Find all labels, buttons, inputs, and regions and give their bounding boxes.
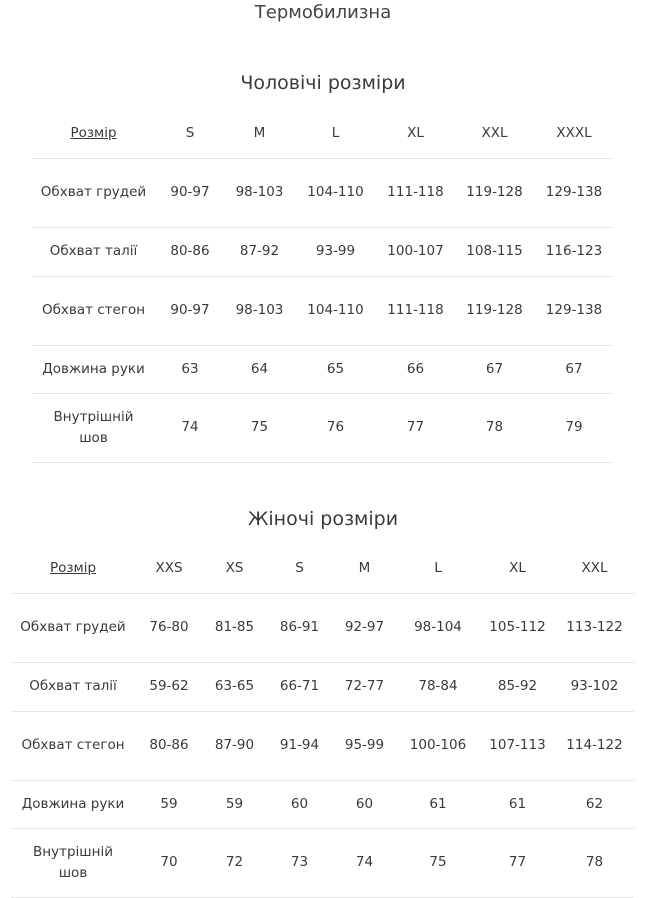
cell-value: 116-123 [545, 243, 603, 259]
men-size-col-header: XXXL [556, 125, 592, 142]
cell-value: 81-85 [214, 619, 255, 635]
women-size-col-header: XXS [155, 560, 183, 577]
cell-value: 65 [326, 360, 345, 377]
cell-value: 59 [160, 795, 178, 812]
cell-value: 92-97 [344, 619, 385, 635]
cell-value: 72 [225, 854, 244, 870]
row-label: Довжина руки [42, 360, 145, 377]
row-label: Обхват стегон [41, 302, 146, 318]
table-row [32, 393, 613, 462]
table-row [11, 828, 634, 897]
cell-value: 108-115 [466, 243, 523, 259]
cell-value: 85-92 [497, 678, 538, 694]
cell-value: 93-102 [570, 678, 619, 694]
women-size-col-header: L [434, 560, 442, 577]
cell-value: 66-71 [279, 678, 320, 694]
men-section-title: Чоловічі розміри [240, 72, 406, 94]
cell-value: 61 [508, 795, 527, 812]
cell-value: 107-113 [489, 737, 546, 753]
cell-value: 76-80 [149, 619, 189, 635]
cell-value: 86-91 [279, 619, 320, 635]
cell-value: 119-128 [466, 184, 523, 200]
women-size-col-header: S [295, 560, 304, 577]
cell-value: 70 [160, 854, 178, 870]
women-size-col-header: M [358, 560, 371, 577]
row-label: Внутрішній шов [33, 843, 113, 881]
cell-value: 100-106 [409, 737, 467, 753]
cell-value: 87-92 [239, 243, 280, 259]
women-section-title: Жіночі розміри [247, 508, 399, 530]
cell-value: 78-84 [418, 678, 458, 694]
cell-value: 74 [181, 419, 199, 435]
cell-value: 119-128 [466, 302, 523, 318]
table-row [11, 780, 634, 828]
cell-value: 79 [565, 419, 583, 435]
women-size-table [11, 545, 634, 898]
cell-value: 62 [585, 795, 604, 812]
table-row [11, 711, 634, 780]
row-label: Обхват грудей [20, 619, 126, 635]
table-row [11, 662, 634, 711]
cell-value: 111-118 [387, 184, 444, 200]
cell-value: 61 [429, 795, 447, 812]
cell-value: 78 [585, 854, 604, 870]
cell-value: 63 [181, 360, 199, 377]
cell-value: 66 [406, 360, 425, 377]
cell-value: 111-118 [387, 302, 444, 318]
cell-value: 72-77 [344, 678, 385, 694]
cell-value: 104-110 [307, 302, 364, 318]
cell-value: 93-99 [315, 243, 356, 259]
cell-value: 73 [290, 854, 309, 870]
men-size-col-header: XL [407, 125, 424, 142]
cell-value: 77 [508, 854, 527, 870]
row-label: Обхват талії [49, 243, 138, 259]
table-row [32, 227, 613, 276]
men-size-col-header: M [253, 125, 266, 142]
women-size-header-link[interactable]: Розмір [49, 560, 97, 577]
cell-value: 129-138 [545, 184, 603, 200]
men-size-table [32, 110, 613, 463]
cell-value: 76 [326, 419, 345, 435]
table-row [32, 276, 613, 345]
cell-value: 95-99 [344, 737, 385, 753]
cell-value: 63-65 [214, 678, 255, 694]
cell-value: 90-97 [170, 184, 210, 200]
row-label: Обхват талії [29, 678, 117, 694]
table-row [11, 593, 634, 662]
table-row [32, 345, 613, 393]
cell-value: 100-107 [387, 243, 444, 259]
women-size-col-header: XXL [581, 560, 608, 577]
cell-value: 80-86 [170, 243, 210, 259]
cell-value: 75 [429, 854, 447, 870]
cell-value: 77 [406, 419, 425, 435]
cell-value: 98-103 [235, 184, 284, 200]
cell-value: 60 [290, 795, 309, 812]
cell-value: 87-90 [214, 737, 255, 753]
cell-value: 90-97 [170, 302, 210, 318]
women-size-col-header: XL [509, 560, 526, 577]
cell-value: 98-104 [414, 619, 462, 635]
cell-value: 105-112 [489, 619, 546, 635]
men-size-col-header: XXL [481, 125, 508, 142]
cell-value: 74 [355, 854, 374, 870]
cell-value: 98-103 [235, 302, 284, 318]
cell-value: 78 [485, 419, 504, 435]
cell-value: 67 [565, 360, 583, 377]
cell-value: 129-138 [545, 302, 603, 318]
cell-value: 64 [250, 360, 269, 377]
cell-value: 80-86 [149, 737, 189, 753]
men-size-header-link[interactable]: Розмір [70, 125, 117, 142]
cell-value: 91-94 [279, 737, 320, 753]
cell-value: 113-122 [566, 619, 623, 635]
page-title: Термобилизна [254, 2, 392, 23]
row-label: Обхват стегон [21, 737, 125, 753]
table-row [32, 158, 613, 227]
cell-value: 59-62 [149, 678, 189, 694]
men-size-col-header: S [185, 125, 195, 142]
cell-value: 67 [485, 360, 504, 377]
cell-value: 60 [355, 795, 374, 812]
row-label: Обхват грудей [40, 184, 147, 200]
cell-value: 59 [225, 795, 244, 812]
women-size-col-header: XS [225, 560, 244, 577]
cell-value: 114-122 [566, 737, 623, 753]
cell-value: 75 [250, 419, 269, 435]
men-size-col-header: L [331, 125, 340, 142]
row-label: Довжина руки [21, 795, 125, 812]
row-label: Внутрішній шов [53, 408, 134, 446]
cell-value: 104-110 [307, 184, 364, 200]
